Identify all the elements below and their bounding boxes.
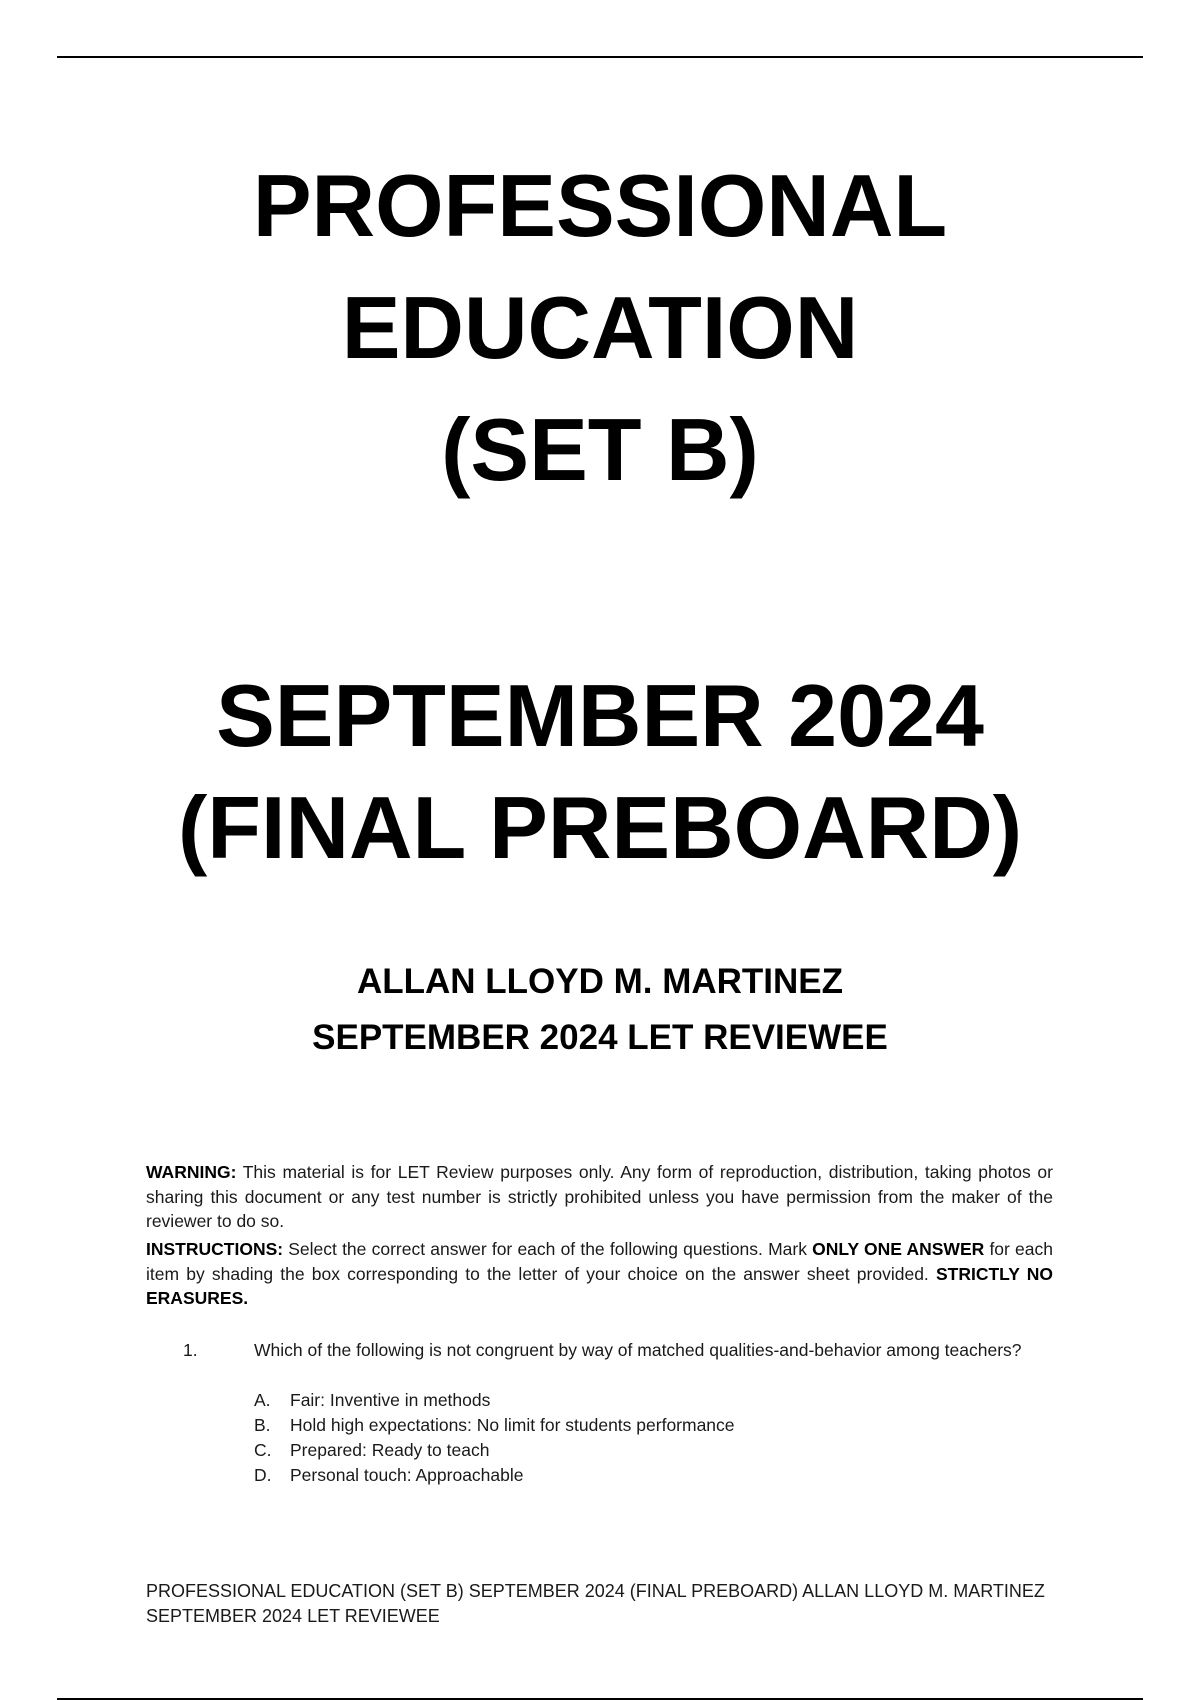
question-text: Which of the following is not congruent by way of matched qualities-and-behavior among teachers? bbox=[254, 1340, 1022, 1360]
document-title bbox=[0, 145, 1200, 511]
top-rule bbox=[57, 56, 1143, 58]
choice-text: Fair: Inventive in methods bbox=[290, 1390, 491, 1410]
choice-b bbox=[254, 1413, 1053, 1438]
title-line-1: PROFESSIONAL bbox=[252, 156, 948, 255]
page-footer: PROFESSIONAL EDUCATION (SET B) SEPTEMBER 2024 (FINAL PREBOARD) ALLAN LLOYD M. MARTINEZ SEPTEMBER 2024 LET REVIEWEE bbox=[146, 1581, 1045, 1626]
choice-a bbox=[254, 1388, 1053, 1413]
author-name: ALLAN LLOYD M. MARTINEZ bbox=[356, 962, 844, 1001]
warning-paragraph bbox=[146, 1160, 1053, 1234]
instructions-label: INSTRUCTIONS: bbox=[146, 1239, 284, 1259]
author-role: SEPTEMBER 2024 LET REVIEWEE bbox=[312, 1018, 888, 1057]
instructions-emphasis-1: ONLY ONE ANSWER bbox=[812, 1239, 985, 1259]
choice-text: Hold high expectations: No limit for students performance bbox=[290, 1415, 735, 1435]
instructions-text-1: Select the correct answer for each of the following questions. Mark bbox=[283, 1239, 813, 1259]
choice-list bbox=[254, 1388, 1053, 1488]
choice-letter: B. bbox=[254, 1415, 271, 1435]
warning-text: This material is for LET Review purposes only. Any form of reproduction, distribution, taking photos or sharing this document or any test number is strictly prohibited unless you have permission from the maker of the reviewer to do so. bbox=[146, 1162, 1053, 1231]
exam-date: SEPTEMBER 2024 bbox=[216, 666, 984, 765]
question-number: 1. bbox=[183, 1340, 198, 1360]
title-line-3: (SET B) bbox=[441, 400, 759, 499]
choice-d bbox=[254, 1463, 1053, 1488]
choice-letter: A. bbox=[254, 1390, 271, 1410]
choice-c bbox=[254, 1438, 1053, 1463]
instructions-paragraph bbox=[146, 1237, 1053, 1311]
instructions-text-2: for each item by shading the box corresponding to the letter of your choice on the answer sheet provided. bbox=[146, 1239, 1053, 1284]
author-block bbox=[0, 954, 1200, 1066]
choice-text: Prepared: Ready to teach bbox=[290, 1440, 490, 1460]
choice-text: Personal touch: Approachable bbox=[290, 1465, 524, 1485]
exam-type: (FINAL PREBOARD) bbox=[177, 778, 1023, 877]
choice-letter: C. bbox=[254, 1440, 272, 1460]
title-line-2: EDUCATION bbox=[341, 278, 859, 377]
choice-letter: D. bbox=[254, 1465, 272, 1485]
warning-label: WARNING: bbox=[146, 1162, 237, 1182]
instructions-emphasis-2: STRICTLY NO ERASURES. bbox=[146, 1263, 1053, 1308]
exam-heading bbox=[0, 660, 1200, 884]
